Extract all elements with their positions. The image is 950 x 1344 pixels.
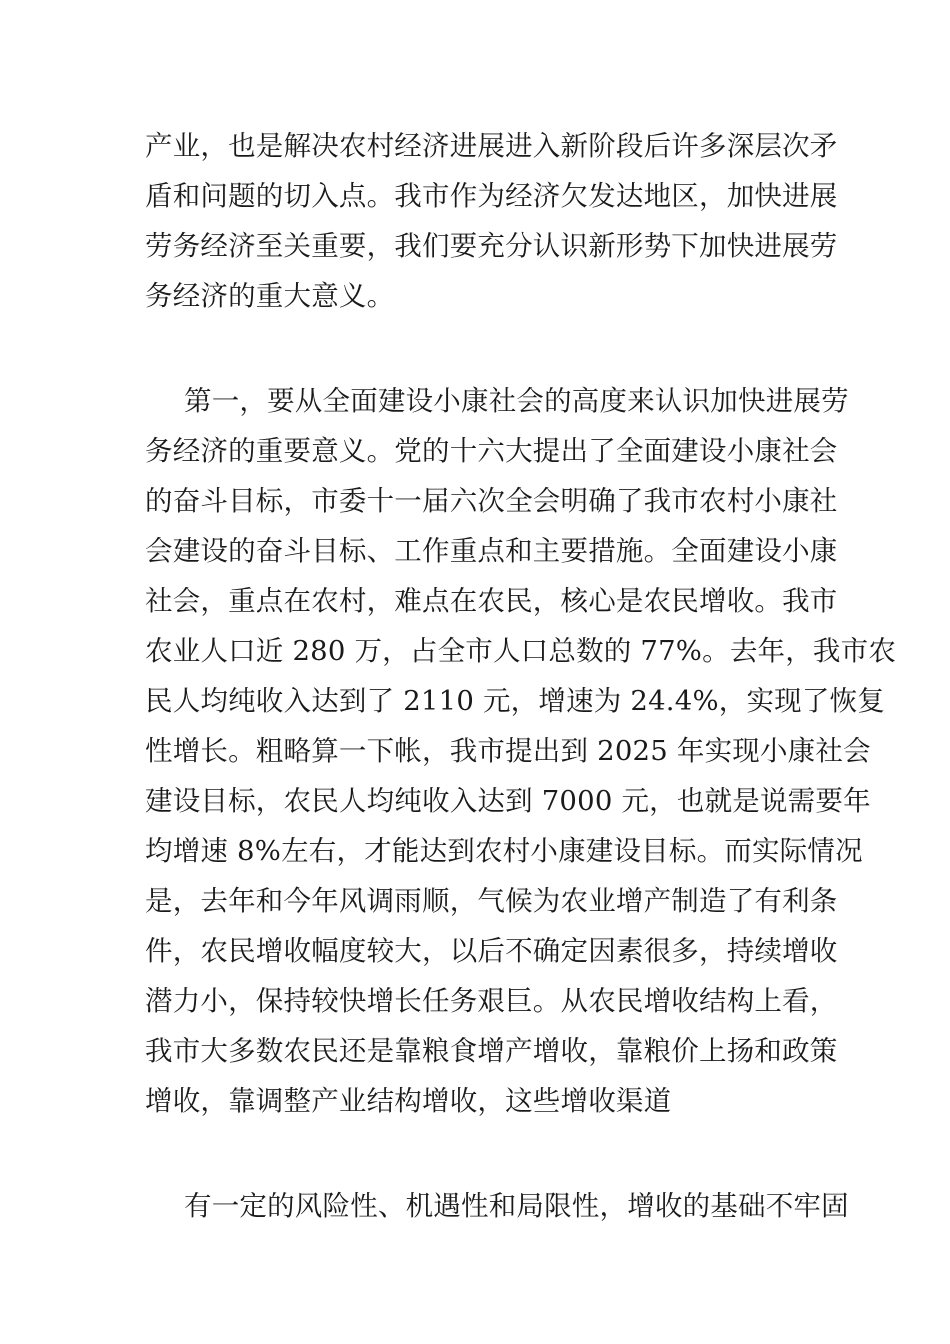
paragraph-2-line-11: 是，去年和今年风调雨顺，气候为农业增产制造了有利条: [145, 885, 838, 917]
paragraph-1-line-2: 盾和问题的切入点。我市作为经济欠发达地区，加快进展: [145, 180, 838, 212]
paragraph-2-line-13: 潜力小，保持较快增长任务艰巨。从农民增收结构上看，: [145, 985, 838, 1017]
paragraph-2-line-8: 性增长。粗略算一下帐，我市提出到 2025 年实现小康社会: [145, 735, 871, 767]
paragraph-2-line-5: 社会，重点在农村，难点在农民，核心是农民增收。我市: [145, 585, 838, 617]
paragraph-2-line-10: 均增速 8%左右，才能达到农村小康建设目标。而实际情况: [145, 835, 863, 867]
paragraph-2-line-14: 我市大多数农民还是靠粮食增产增收，靠粮价上扬和政策: [145, 1035, 838, 1067]
paragraph-2-line-9: 建设目标，农民人均纯收入达到 7000 元，也就是说需要年: [145, 785, 871, 817]
paragraph-2-line-4: 会建设的奋斗目标、工作重点和主要措施。全面建设小康: [145, 535, 838, 567]
paragraph-1-line-1: 产业，也是解决农村经济进展进入新阶段后许多深层次矛: [145, 130, 838, 162]
paragraph-2-line-6: 农业人口近 280 万，占全市人口总数的 77%。去年，我市农: [145, 635, 897, 667]
paragraph-2-line-15: 增收，靠调整产业结构增收，这些增收渠道: [145, 1085, 672, 1117]
paragraph-3-line-1: 有一定的风险性、机遇性和局限性，增收的基础不牢固: [184, 1190, 849, 1222]
paragraph-2-line-2: 务经济的重要意义。党的十六大提出了全面建设小康社会: [145, 435, 838, 467]
paragraph-2-line-1: 第一，要从全面建设小康社会的高度来认识加快进展劳: [184, 385, 849, 417]
paragraph-1-line-3: 劳务经济至关重要，我们要充分认识新形势下加快进展劳: [145, 230, 838, 262]
paragraph-2-line-7: 民人均纯收入达到了 2110 元，增速为 24.4%，实现了恢复: [145, 685, 885, 717]
paragraph-2-line-12: 件，农民增收幅度较大，以后不确定因素很多，持续增收: [145, 935, 838, 967]
paragraph-2-line-3: 的奋斗目标，市委十一届六次全会明确了我市农村小康社: [145, 485, 838, 517]
paragraph-1-line-4: 务经济的重大意义。: [145, 280, 395, 312]
